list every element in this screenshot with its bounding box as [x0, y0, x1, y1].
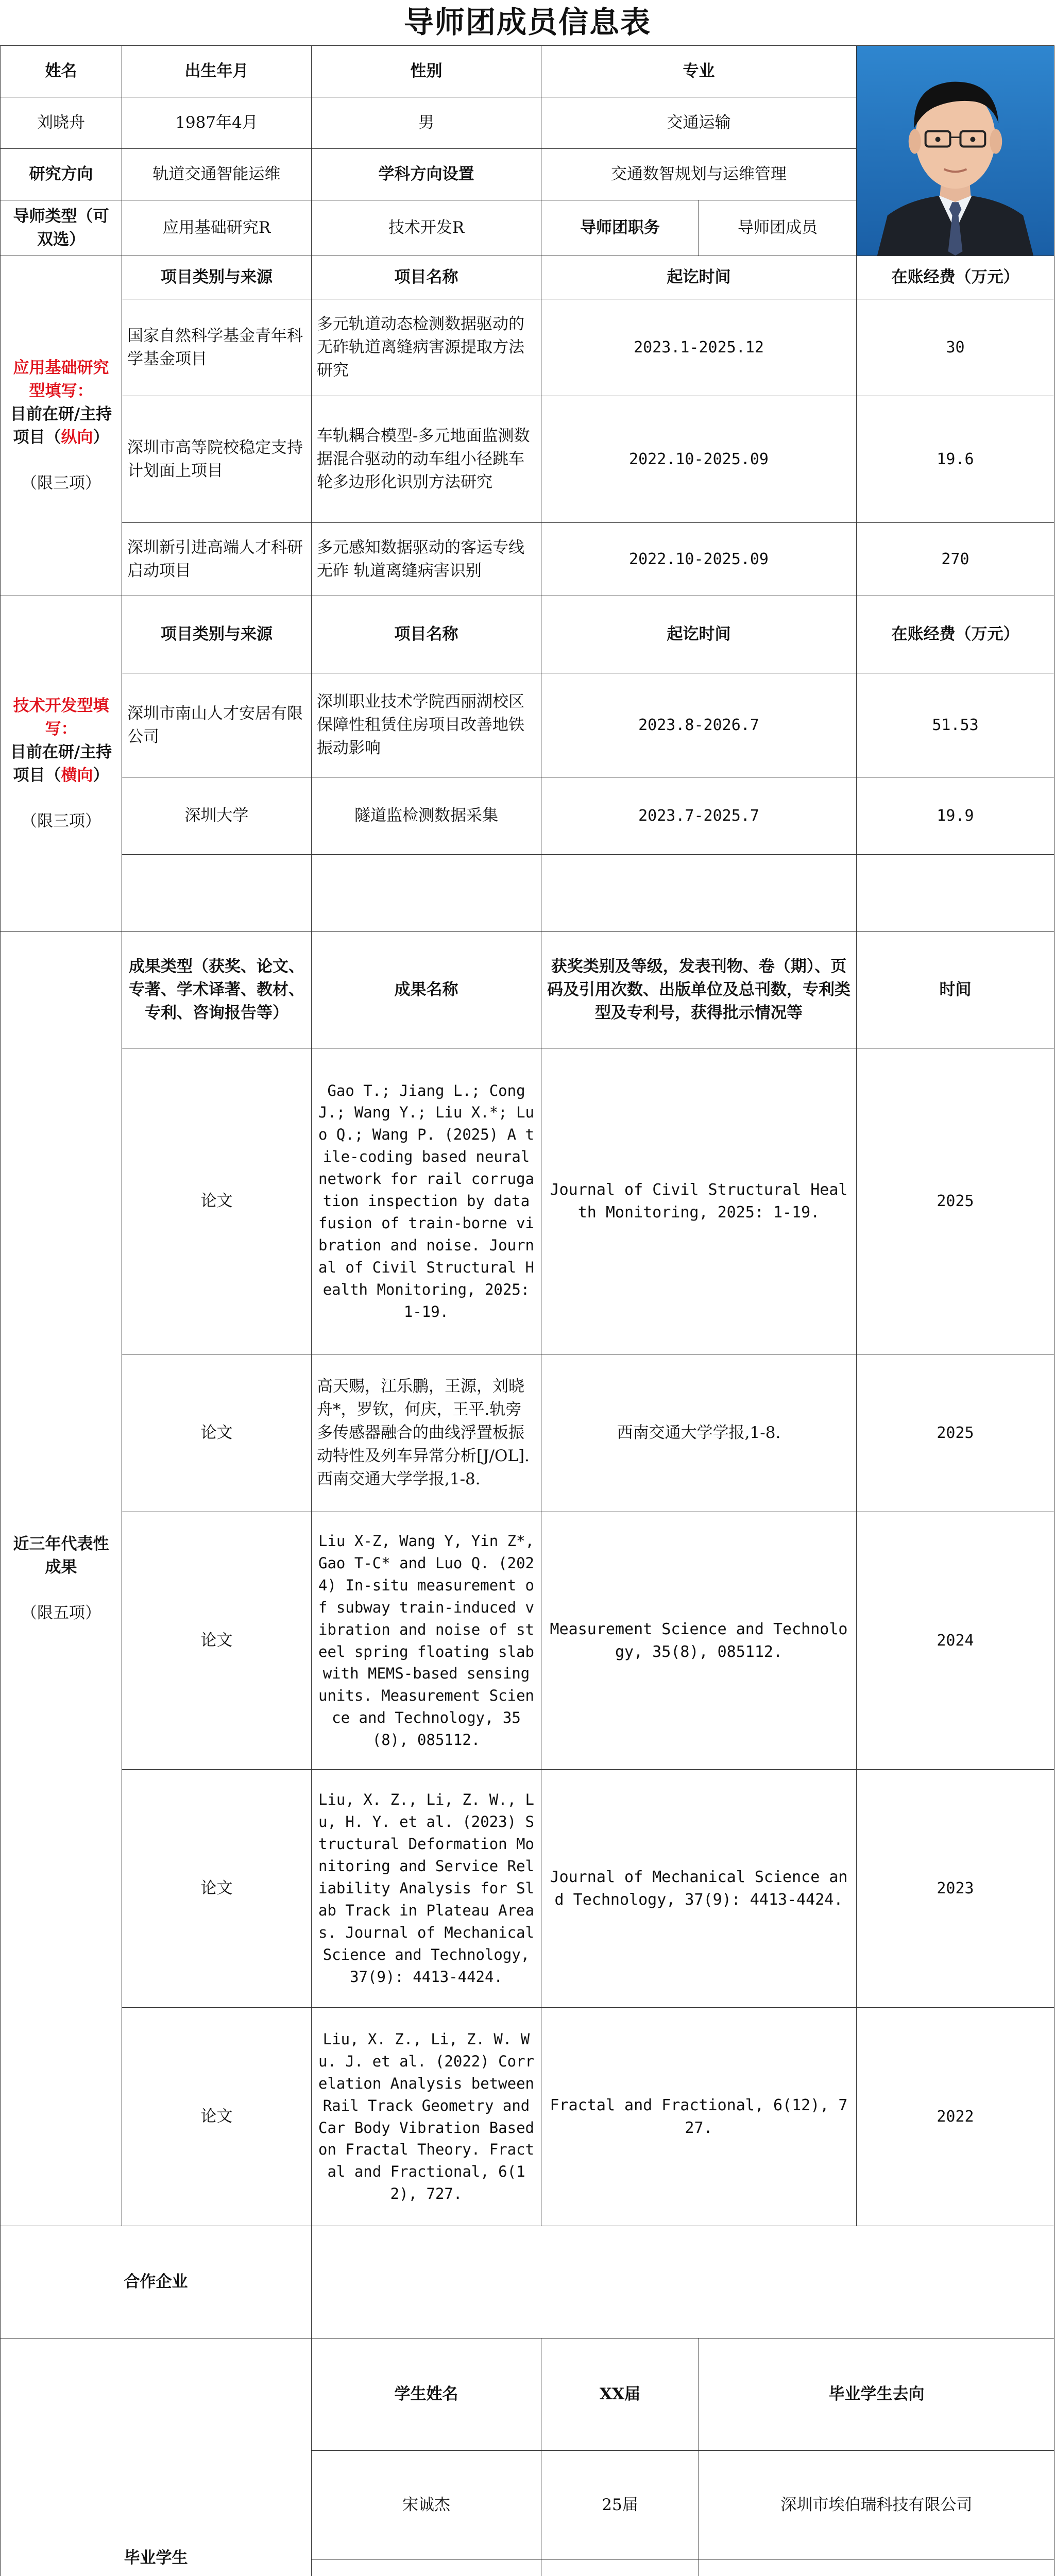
- mentor-type-1: 应用基础研究R: [122, 200, 312, 256]
- birth-value: 1987年4月: [122, 97, 312, 149]
- grad-cohort: [541, 2560, 699, 2576]
- mentor-type-2: 技术开发R: [312, 200, 541, 256]
- header-direction: 研究方向: [1, 149, 122, 200]
- header-mentor-role: 导师团职务: [541, 200, 699, 256]
- table-row: [1, 1770, 1054, 2008]
- graduates-label: 毕业学生: [1, 2338, 312, 2576]
- td-fund: 19.9: [857, 777, 1054, 855]
- td-source: 深圳市南山人才安居有限公司: [122, 673, 312, 777]
- empty-cell: [312, 855, 541, 932]
- ach-type: 论文: [122, 2008, 312, 2226]
- td-name: 深圳职业技术学院西丽湖校区保障性租赁住房项目改善地铁振动影响: [312, 673, 541, 777]
- ach-year: 2025: [857, 1354, 1054, 1512]
- grad-name: 宋诚杰: [312, 2451, 541, 2560]
- page-title: 导师团成员信息表: [403, 5, 651, 40]
- name-value: 刘晓舟: [1, 97, 122, 149]
- br-source: 国家自然科学基金青年科学基金项目: [122, 299, 312, 396]
- br-name: 多元轨道动态检测数据驱动的无砟轨道离缝病害源提取方法研究: [312, 299, 541, 396]
- td-header-period: 起讫时间: [541, 596, 857, 673]
- ach-year: 2025: [857, 1048, 1054, 1354]
- grad-header-destination: 毕业学生去向: [699, 2338, 1054, 2451]
- info-table: [0, 45, 1054, 2576]
- ach-name: Gao T.; Jiang L.; Cong J.; Wang Y.; Liu X.*; Luo Q.; Wang P. (2025) A tile-coding based neural network for rail corrugation inspection by data fusion of train-borne vibration and noise. Journal of Civil Structural Health Monitoring, 2025: 1-19.: [312, 1048, 541, 1354]
- grad-destination: [699, 2560, 1054, 2576]
- td-period: 2023.7-2025.7: [541, 777, 857, 855]
- header-major: 专业: [541, 46, 857, 97]
- ach-header-venue: 获奖类别及等级，发表刊物、卷（期）、页码及引用次数、出版单位及总刊数，专利类型及专利号，获得批示情况等: [541, 932, 857, 1048]
- td-fund: 51.53: [857, 673, 1054, 777]
- br-name: 车轨耦合模型-多元地面监测数据混合驱动的动车组小径跳车轮多边形化识别方法研究: [312, 396, 541, 523]
- ach-type: 论文: [122, 1512, 312, 1770]
- grad-destination: 深圳市埃伯瑞科技有限公司: [699, 2451, 1054, 2560]
- ach-name: Liu, X. Z., Li, Z. W. Wu. J. et al. (2022) Correlation Analysis between Rail Track Geometry and Car Body Vibration Based on Fractal Theory. Fractal and Fractional, 6(12), 727.: [312, 2008, 541, 2226]
- ach-header-type: 成果类型（获奖、论文、专著、学术译著、教材、专利、咨询报告等）: [122, 932, 312, 1048]
- major-value: 交通运输: [541, 97, 857, 149]
- br-fund: 270: [857, 523, 1054, 596]
- td-header-name: 项目名称: [312, 596, 541, 673]
- enterprise-value: [312, 2226, 1054, 2338]
- br-fund: 30: [857, 299, 1054, 396]
- td-header-fund: 在账经费（万元）: [857, 596, 1054, 673]
- avatar: [857, 46, 1054, 256]
- td-source: 深圳大学: [122, 777, 312, 855]
- ach-year: 2022: [857, 2008, 1054, 2226]
- br-period: 2022.10-2025.09: [541, 396, 857, 523]
- table-row: [1, 1048, 1054, 1354]
- ach-venue: Fractal and Fractional, 6(12), 727.: [541, 2008, 857, 2226]
- ach-type: 论文: [122, 1770, 312, 2008]
- tech-dev-label-horizontal: 横向: [61, 766, 93, 785]
- br-period: 2023.1-2025.12: [541, 299, 857, 396]
- direction-value: 轨道交通智能运维: [122, 149, 312, 200]
- td-period: 2023.8-2026.7: [541, 673, 857, 777]
- grad-cohort: 25届: [541, 2451, 699, 2560]
- achievements-label-text: 近三年代表性成果: [13, 1534, 109, 1577]
- table-row: [1, 299, 1054, 396]
- br-header-source: 项目类别与来源: [122, 256, 312, 299]
- basic-research-label: [1, 256, 122, 596]
- mentor-role-value: 导师团成员: [699, 200, 857, 256]
- header-name: 姓名: [1, 46, 122, 97]
- table-row: [1, 523, 1054, 596]
- tech-dev-label-close: ）: [93, 766, 109, 785]
- table-row: [1, 1354, 1054, 1512]
- table-row-empty: [1, 855, 1054, 932]
- ach-venue: Measurement Science and Technology, 35(8), 085112.: [541, 1512, 857, 1770]
- tech-dev-label-text: 目前在研/主持项目（: [10, 742, 112, 785]
- basic-research-label-red: 应用基础研究型填写：: [13, 358, 109, 400]
- header-birth: 出生年月: [122, 46, 312, 97]
- table-row: [1, 777, 1054, 855]
- table-row: [1, 2008, 1054, 2226]
- header-gender: 性别: [312, 46, 541, 97]
- header-discipline: 学科方向设置: [312, 149, 541, 200]
- empty-cell: [857, 855, 1054, 932]
- br-source: 深圳新引进高端人才科研启动项目: [122, 523, 312, 596]
- br-source: 深圳市高等院校稳定支持计划面上项目: [122, 396, 312, 523]
- achievements-label: [1, 932, 122, 2226]
- gender-value: 男: [312, 97, 541, 149]
- enterprise-label: 合作企业: [1, 2226, 312, 2338]
- empty-cell: [122, 855, 312, 932]
- ach-venue: Journal of Civil Structural Health Monitoring, 2025: 1-19.: [541, 1048, 857, 1354]
- empty-cell: [541, 855, 857, 932]
- ach-header-name: 成果名称: [312, 932, 541, 1048]
- grad-header-cohort: XX届: [541, 2338, 699, 2451]
- table-row: [1, 396, 1054, 523]
- basic-research-label-vertical: 纵向: [61, 428, 93, 447]
- br-name: 多元感知数据驱动的客运专线无砟 轨道离缝病害识别: [312, 523, 541, 596]
- table-row: [1, 673, 1054, 777]
- basic-research-label-text: 目前在研/主持项目（: [10, 404, 112, 447]
- ach-year: 2023: [857, 1770, 1054, 2008]
- table-row: [1, 1512, 1054, 1770]
- br-header-name: 项目名称: [312, 256, 541, 299]
- ach-name: Liu, X. Z., Li, Z. W., Lu, H. Y. et al. (2023) Structural Deformation Monitoring and Service Reliability Analysis for Slab Track in Plateau Areas. Journal of Mechanical Science and Technology, 37(9): 4413-4424.: [312, 1770, 541, 2008]
- achievements-limit: （限五项）: [21, 1604, 101, 1623]
- ach-venue: 西南交通大学学报,1-8.: [541, 1354, 857, 1512]
- ach-type: 论文: [122, 1354, 312, 1512]
- ach-name: 高天赐，江乐鹏，王源，刘晓舟*，罗钦，何庆，王平.轨旁多传感器融合的曲线浮置板振动特性及列车异常分析[J/OL].西南交通大学学报,1-8.: [312, 1354, 541, 1512]
- ach-venue: Journal of Mechanical Science and Technology, 37(9): 4413-4424.: [541, 1770, 857, 2008]
- header-mentor-type: 导师类型（可双选）: [1, 200, 122, 256]
- basic-research-limit: （限三项）: [21, 474, 101, 493]
- br-fund: 19.6: [857, 396, 1054, 523]
- td-name: 隧道监检测数据采集: [312, 777, 541, 855]
- br-header-period: 起讫时间: [541, 256, 857, 299]
- grad-header-name: 学生姓名: [312, 2338, 541, 2451]
- ach-year: 2024: [857, 1512, 1054, 1770]
- ach-type: 论文: [122, 1048, 312, 1354]
- grad-name: [312, 2560, 541, 2576]
- br-header-fund: 在账经费（万元）: [857, 256, 1054, 299]
- ach-name: Liu X-Z, Wang Y, Yin Z*, Gao T-C* and Luo Q. (2024) In-situ measurement of subway train-induced vibration and noise of steel spring floating slab with MEMS-based sensing units. Measurement Science and Technology, 35(8), 085112.: [312, 1512, 541, 1770]
- br-period: 2022.10-2025.09: [541, 523, 857, 596]
- basic-research-label-close: ）: [93, 428, 109, 447]
- discipline-value: 交通数智规划与运维管理: [541, 149, 857, 200]
- portrait-photo: [857, 46, 1054, 256]
- tech-dev-label: [1, 596, 122, 932]
- tech-dev-label-red: 技术开发型填写：: [13, 696, 109, 738]
- td-header-source: 项目类别与来源: [122, 596, 312, 673]
- ach-header-year: 时间: [857, 932, 1054, 1048]
- tech-dev-limit: （限三项）: [21, 812, 101, 831]
